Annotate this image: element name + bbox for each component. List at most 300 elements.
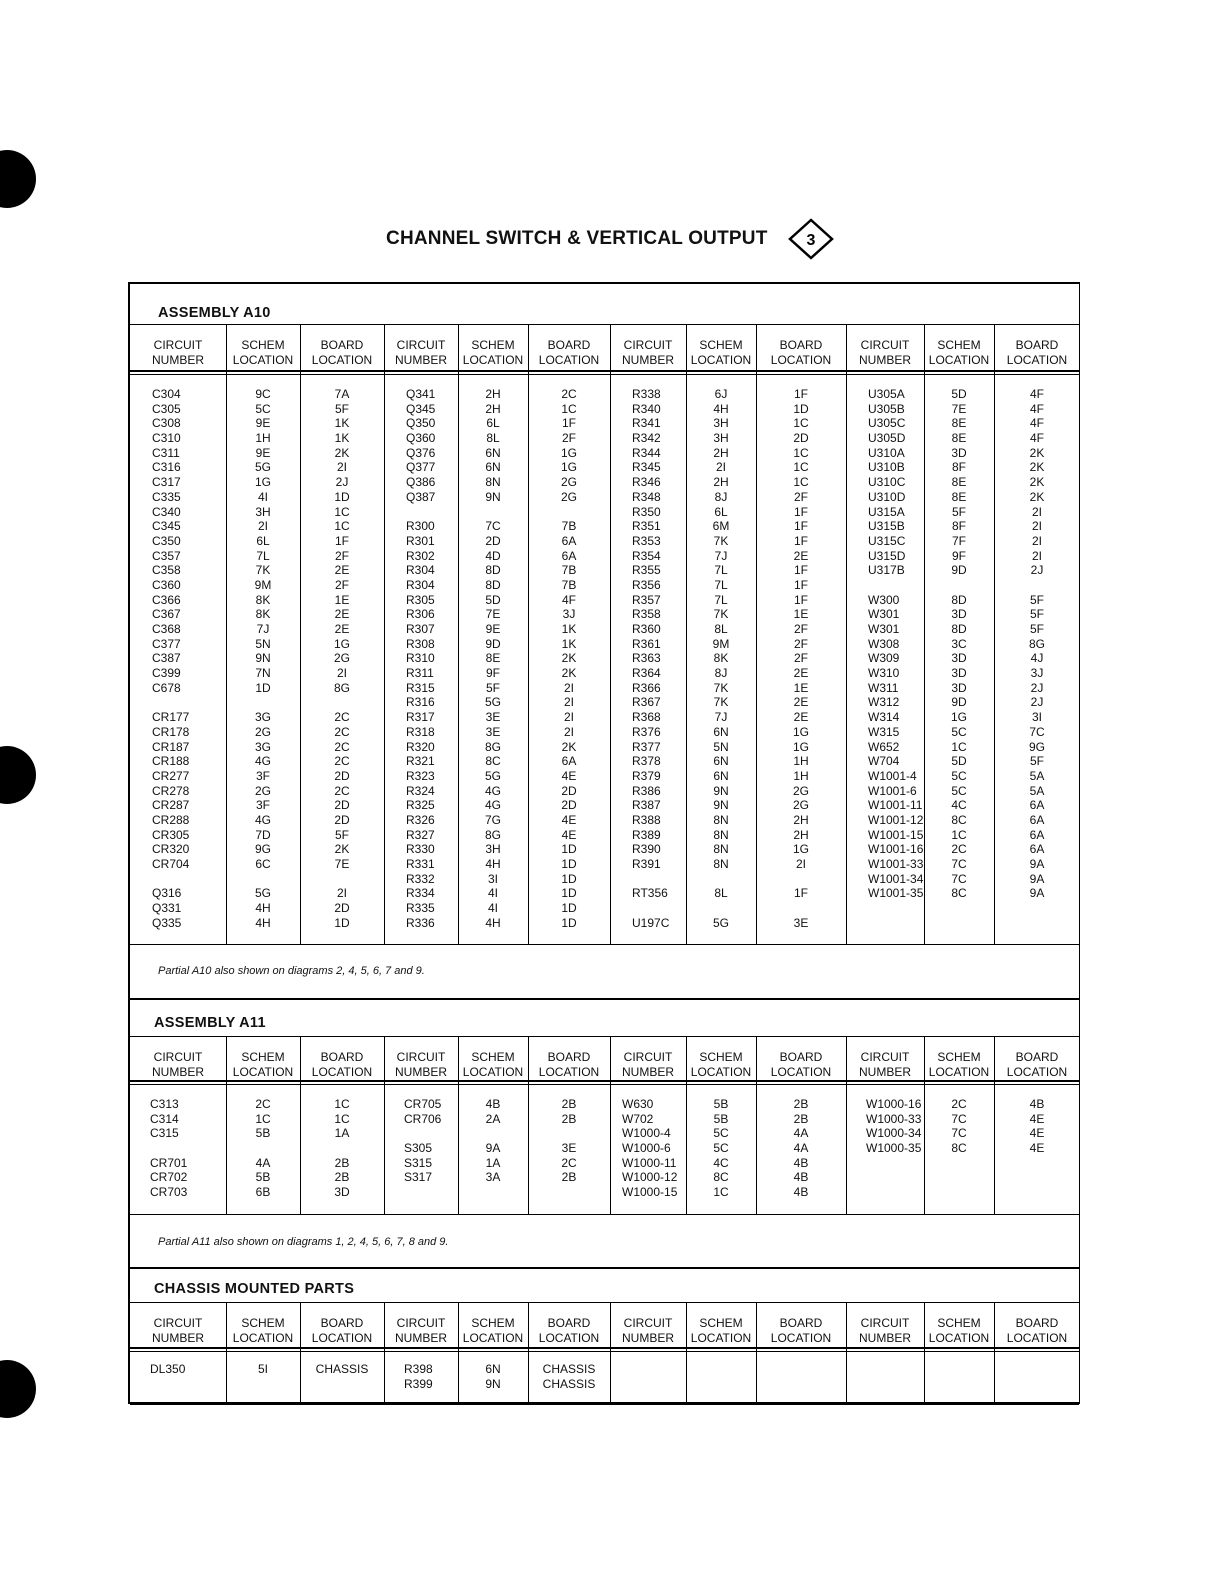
a10-schem-cell: 6M [712,519,730,534]
a10-circuit-cell: W1001-15 [868,827,924,842]
a10-circuit-cell: R324 [406,783,435,798]
a10-circuit-cell: W310 [868,666,900,681]
a10-board-cell: 1C [793,460,809,475]
chassis-schem-cell: 6N [485,1362,501,1376]
a10-circuit-cell: W309 [868,651,900,666]
a10-schem-cell: 6L [256,533,270,548]
a10-schem-cell: 9M [254,577,272,592]
a10-board-cell: 1D [561,857,577,871]
a10-circuit-cell: R345 [632,460,661,475]
a10-schem-cell: 5G [484,695,501,710]
a10-board-cell: 1F [793,533,808,548]
a11-circuit-cell: W630 [622,1097,654,1111]
a10-board-cell [994,578,1080,593]
a10-board-cell: 1D [561,886,577,901]
a10-schem-cell: 6N [485,460,501,475]
a10-board-cell: 8G [333,680,350,695]
a10-board-cell: 2G [792,798,809,813]
a10-board-cell: 2I [563,710,574,725]
a10-circuit-cell: W308 [868,636,900,651]
a11-group0-schem-column [226,1097,300,1200]
a10-circuit-cell: W311 [868,680,899,695]
a10-circuit-cell: R367 [632,695,661,710]
a10-schem-cell: 8E [485,651,501,666]
a10-schem-cell: 5C [951,783,967,798]
a10-board-cell: 7C [1029,724,1045,739]
a10-circuit-cell: CR287 [152,798,190,813]
a10-schem-cell: 8D [951,622,967,636]
a10-board-cell: 2I [563,695,574,710]
a10-board-cell: 1F [793,387,808,401]
a10-board-cell: 1F [334,533,349,548]
a11-group0-board-column [300,1097,384,1200]
a10-circuit-cell [632,872,686,887]
a10-board-cell: 4F [1029,431,1044,446]
chassis-group0-circuit-column [150,1362,224,1377]
a10-circuit-cell: R301 [406,533,435,548]
a10-board-cell [300,872,384,887]
a11-section-end-rule [130,1267,1079,1269]
a11-board-cell: 2C [561,1155,577,1170]
a10-schem-cell: 2H [713,475,729,490]
a10-schem-cell: 2H [485,401,501,416]
a11-schem-cell: 9A [485,1141,501,1156]
a10-board-cell: 1C [793,416,809,431]
a10-circuit-cell: U310A [868,445,905,460]
a10-group3-board-column [994,387,1080,901]
a10-board-cell: 2I [336,460,347,475]
a10-board-cell: 2F [793,622,808,636]
a10-schem-cell: 7E [951,401,967,416]
a10-schem-cell: 7K [713,533,729,548]
a10-schem-cell: 7E [485,607,501,622]
a10-board-cell: 9A [1029,871,1045,886]
a10-schem-cell: 2I [257,519,268,534]
a10-circuit-cell: R331 [406,857,435,871]
a10-board-cell: 1E [793,607,809,622]
a10-schem-cell: 6L [714,504,728,519]
a10-board-cell: 1F [793,592,808,607]
a11-header-top-rule [130,1036,1079,1037]
a10-circuit-cell: CR320 [152,842,190,857]
a10-schem-cell: 3G [254,739,271,754]
a10-board-cell: 2K [561,739,577,754]
a11-schem-cell: 5B [713,1111,729,1126]
a10-schem-cell: 8F [951,460,966,475]
chassis-schem-cell: 9N [485,1376,501,1391]
a10-schem-cell: 9N [255,651,271,666]
a10-board-cell: 5F [334,827,349,842]
a10-schem-cell [686,872,756,887]
a11-group2-board-column [756,1097,846,1200]
a10-section-end-rule [130,998,1079,1000]
a11-schem-cell: 1A [485,1155,501,1170]
a10-group2-board-column [756,387,846,930]
a10-group0-board-column [300,387,384,930]
a10-board-cell: 6A [561,754,577,769]
a10-circuit-cell: W1001-33 [868,857,924,871]
a10-board-cell: 1D [561,842,577,857]
a10-circuit-cell [406,505,458,520]
a10-board-cell: 2K [1029,489,1045,504]
a11-schem-cell: 2A [485,1111,501,1126]
a11-circuit-cell [404,1126,456,1141]
a10-circuit-cell: R350 [632,504,661,519]
a10-schem-cell: 4G [484,798,501,813]
a10-schem-cell: 3D [951,607,967,622]
a10-schem-cell: 7K [713,695,729,710]
a10-board-cell: 1F [561,416,576,431]
a10-schem-cell: 5F [485,680,500,695]
chassis-header-circuit-3: CIRCUIT NUMBER [858,1316,911,1345]
a10-header-schem-0: SCHEM LOCATION [232,338,294,367]
a10-circuit-cell: R330 [406,842,435,857]
a11-header-board-3: BOARD LOCATION [1006,1050,1068,1079]
a10-schem-cell: 5C [951,724,967,739]
a11-board-cell: 4B [793,1155,809,1170]
a10-board-cell: 4E [561,812,577,827]
a10-circuit-cell: CR177 [152,710,190,725]
diagram-number-badge [788,218,834,260]
a10-board-cell: 2E [793,710,809,725]
a10-circuit-cell: W1001-6 [868,783,917,798]
a10-board-cell: 5A [1029,783,1045,798]
a10-schem-cell: 1G [950,710,967,725]
a10-circuit-cell: R320 [406,739,435,754]
a10-schem-cell: 8K [255,607,271,622]
a11-header-circuit-1: CIRCUIT NUMBER [394,1050,447,1079]
a10-header-board-3: BOARD LOCATION [1006,338,1068,367]
a10-board-cell: 2E [793,666,809,681]
a11-schem-cell: 8C [713,1170,729,1185]
a10-header-circuit-1: CIRCUIT NUMBER [394,338,447,367]
a10-circuit-cell: Q335 [152,915,182,930]
a10-schem-cell: 9N [713,798,729,813]
a10-board-cell: 6A [1029,827,1045,842]
chassis-header-board-2: BOARD LOCATION [770,1316,832,1345]
a10-header-schem-3: SCHEM LOCATION [928,338,990,367]
a10-board-cell: 2F [334,577,349,592]
chassis-group0-schem-column [226,1362,300,1377]
a10-schem-cell: 5C [951,768,967,783]
a10-header-schem-1: SCHEM LOCATION [462,338,524,367]
a10-circuit-cell: R336 [406,915,435,930]
a11-board-cell: 2B [334,1170,350,1185]
a10-schem-cell: 2G [254,783,271,798]
a10-circuit-cell: R364 [632,666,661,681]
a11-board-cell: 4E [1029,1126,1045,1141]
a10-board-cell: 9A [1029,857,1045,871]
a10-circuit-cell: R335 [406,901,435,916]
a10-schem-cell: 1C [951,827,967,842]
a10-schem-cell: 5N [255,636,271,651]
a11-schem-cell: 4C [713,1155,729,1170]
a10-schem-cell: 3C [951,636,967,651]
a10-circuit-cell: W1001-12 [868,812,924,827]
a10-board-cell: 3J [1030,666,1044,681]
a10-schem-cell: 6L [486,416,500,431]
chassis-board-cell: CHASSIS [542,1362,596,1376]
a11-schem-cell: 5B [713,1097,729,1111]
a11-board-cell: 2B [793,1097,809,1111]
a10-board-cell: 2K [334,445,350,460]
a10-circuit-cell: R332 [406,871,435,886]
a10-schem-cell: 4I [487,886,498,901]
a11-board-cell: 1C [334,1111,350,1126]
a11-header-schem-2: SCHEM LOCATION [690,1050,752,1079]
a10-circuit-cell: R356 [632,577,661,592]
a10-group2-schem-column [686,387,756,930]
a10-board-cell: 5F [1029,592,1044,607]
a10-group0-schem-column [226,387,300,930]
a10-schem-cell: 7C [485,519,501,534]
a10-schem-cell: 1D [255,680,271,695]
a10-schem-cell: 3G [254,710,271,725]
a10-board-cell: 2C [334,710,350,725]
a10-circuit-cell: W301 [868,622,900,636]
a10-board-cell: 2I [563,680,574,695]
a10-group3-circuit-column [868,387,924,901]
a10-circuit-cell: RT356 [632,886,668,901]
a10-board-cell [756,901,846,916]
a10-board-cell: 1K [334,416,350,431]
a10-circuit-cell: Q345 [406,401,436,416]
a10-group1-schem-column [458,387,528,930]
a10-col-divider-8 [846,324,847,944]
a10-schem-cell: 8N [713,842,729,857]
a11-board-cell [528,1126,610,1141]
a11-circuit-cell: C314 [150,1111,179,1126]
a10-schem-cell: 9D [485,636,501,651]
a10-schem-cell [226,872,300,887]
a10-board-cell: 4E [561,768,577,783]
a10-circuit-cell: U305A [868,387,905,401]
a10-schem-cell: 5D [951,387,967,401]
a11-circuit-cell: W1000-15 [622,1185,678,1200]
a10-header-bottom-rule-2 [130,374,1079,375]
chassis-header-board-1: BOARD LOCATION [538,1316,600,1345]
a10-schem-cell: 5D [951,754,967,769]
a10-board-cell: 7E [334,857,350,871]
chassis-header-board-3: BOARD LOCATION [1006,1316,1068,1345]
a10-board-cell: 1G [792,724,809,739]
a10-board-cell: 2C [334,783,350,798]
a10-circuit-cell: R302 [406,548,435,563]
chassis-group0-board-column [300,1362,384,1377]
a10-circuit-cell: R323 [406,768,435,783]
a11-header-board-2: BOARD LOCATION [770,1050,832,1079]
a10-circuit-cell: C366 [152,592,181,607]
a10-board-cell: 1D [334,915,350,930]
a11-circuit-cell: CR705 [404,1097,442,1111]
a10-schem-cell: 3H [713,416,729,431]
a10-schem-cell: 7D [255,827,271,842]
a10-circuit-cell: R307 [406,622,435,636]
a10-circuit-cell: R346 [632,475,661,490]
a10-schem-cell: 3E [485,710,501,725]
a10-circuit-cell: U305C [868,416,906,431]
a10-circuit-cell: Q341 [406,387,436,401]
a11-board-cell: 4B [793,1170,809,1185]
a10-board-cell: 3J [562,607,576,622]
a10-schem-cell: 4H [485,915,501,930]
a10-board-cell: 6A [1029,842,1045,857]
a10-board-cell: 1G [560,445,577,460]
a10-board-cell: 2F [793,651,808,666]
a10-circuit-cell: U305D [868,431,906,446]
a10-board-cell: 6A [561,548,577,563]
a11-circuit-cell: S305 [404,1141,433,1156]
a11-schem-cell: 2C [255,1097,271,1111]
a10-circuit-cell: W301 [868,607,900,622]
binder-hole-top [0,150,36,208]
a10-board-cell: 2G [560,475,577,490]
a11-board-cell: 2B [561,1170,577,1185]
a10-schem-cell: 8D [951,592,967,607]
a10-schem-cell: 7F [951,533,966,548]
a10-schem-cell: 7J [714,548,728,563]
a10-board-cell: 4F [1029,416,1044,431]
a11-header-circuit-2: CIRCUIT NUMBER [621,1050,674,1079]
a10-circuit-cell: C310 [152,431,181,446]
chassis-body-bottom-rule [130,1404,1079,1405]
a10-schem-cell: 9D [951,695,967,710]
a10-board-cell: 2C [334,739,350,754]
a10-circuit-cell: Q387 [406,489,436,504]
a10-group0-circuit-column [152,387,226,930]
a10-schem-cell: 5N [713,739,729,754]
a11-circuit-cell: CR706 [404,1111,442,1126]
a10-board-cell: 1D [793,401,809,416]
a10-schem-cell: 3F [255,768,270,783]
a11-group3-circuit-column [866,1097,922,1156]
a10-board-cell: 8G [1028,636,1045,651]
a10-board-cell: 4E [561,827,577,842]
a10-board-cell: 1G [792,842,809,857]
a10-circuit-cell: R378 [632,754,661,769]
chassis-header-board-0: BOARD LOCATION [311,1316,373,1345]
a10-circuit-cell: R310 [406,651,435,666]
a10-schem-cell: 4G [484,783,501,798]
a10-circuit-cell: C345 [152,519,181,534]
a10-circuit-cell [632,901,686,916]
a10-circuit-cell: C304 [152,387,181,401]
a11-schem-cell [226,1141,300,1156]
a10-board-cell: 9G [1028,739,1045,754]
a10-schem-cell: 4D [485,548,501,563]
a10-schem-cell: 8G [484,739,501,754]
title-row [0,218,1220,260]
a10-board-cell: 6A [561,533,577,548]
a10-board-cell: 1C [334,519,350,534]
a10-schem-cell: 2G [254,724,271,739]
a10-board-cell: 2E [793,695,809,710]
a10-board-cell: 1C [793,475,809,490]
a10-board-cell: 1D [561,901,577,916]
a10-board-cell: 2G [333,651,350,666]
a10-schem-cell: 4G [254,812,271,827]
a11-group1-circuit-column [404,1097,456,1185]
a10-circuit-cell [868,578,924,593]
a10-schem-cell: 8N [713,857,729,871]
a10-schem-cell [226,695,300,710]
a10-schem-cell: 8C [951,812,967,827]
a10-schem-cell: 6N [713,754,729,769]
a10-board-cell: 2K [561,651,577,666]
a10-circuit-cell: Q386 [406,475,436,490]
a11-schem-cell: 8C [951,1141,967,1156]
a11-title: ASSEMBLY A11 [154,1015,266,1031]
a10-circuit-cell: R379 [632,768,661,783]
a10-board-cell: 2C [334,754,350,769]
a10-board-cell [300,695,384,710]
a10-schem-cell: 2I [715,460,726,475]
a10-schem-cell: 9D [951,563,967,578]
a10-board-cell: 1F [793,563,808,578]
a10-board-cell: 6A [1029,798,1045,813]
page-title: CHANNEL SWITCH & VERTICAL OUTPUT [386,228,768,249]
a10-schem-cell: 4H [485,857,501,871]
a10-circuit-cell: C340 [152,504,181,519]
a10-schem-cell: 4H [713,401,729,416]
a11-circuit-cell: C313 [150,1097,179,1111]
a10-schem-cell: 3D [951,680,967,695]
a10-circuit-cell: R390 [632,842,661,857]
a10-board-cell: 1G [792,739,809,754]
a10-circuit-cell: U310D [868,489,906,504]
a10-schem-cell: 6N [713,768,729,783]
a10-schem-cell: 7L [714,577,728,592]
a10-board-cell: 2I [563,724,574,739]
a10-board-cell: 1G [560,460,577,475]
a10-board-cell: 2E [334,563,350,578]
a10-board-cell: 2G [792,783,809,798]
a11-note: Partial A11 also shown on diagrams 1, 2, 4, 5, 6, 7, 8 and 9. [158,1236,449,1248]
a11-header-board-1: BOARD LOCATION [538,1050,600,1079]
a10-board-cell: 7A [334,387,350,401]
a10-circuit-cell: R391 [632,857,661,871]
a10-board-cell: 1F [793,886,808,901]
a10-board-cell: 2I [795,857,806,871]
a10-board-cell: 2I [336,886,347,901]
chassis-header-circuit-0: CIRCUIT NUMBER [151,1316,204,1345]
a10-schem-cell: 2H [713,445,729,460]
a10-circuit-cell: R326 [406,812,435,827]
a10-schem-cell: 3I [487,871,498,886]
a10-col-divider-2 [384,324,385,944]
a10-circuit-cell: R327 [406,827,435,842]
a10-circuit-cell: W1001-4 [868,768,917,783]
a11-group1-board-column [528,1097,610,1185]
a10-board-cell: 2K [1029,460,1045,475]
a10-circuit-cell: R344 [632,445,661,460]
a10-circuit-cell: R360 [632,622,661,636]
a10-circuit-cell: U315D [868,548,906,563]
a10-schem-cell: 4H [255,901,271,916]
a10-schem-cell: 8L [714,622,728,636]
a11-schem-cell: 5B [255,1170,271,1185]
a10-board-cell: 1E [334,592,350,607]
a10-board-cell: 2J [1030,680,1044,695]
a10-schem-cell: 3D [951,651,967,666]
a11-board-cell: 4B [1029,1097,1045,1111]
a10-board-cell: 2F [793,489,808,504]
a10-note: Partial A10 also shown on diagrams 2, 4, 5, 6, 7 and 9. [158,965,425,977]
a10-board-cell: 5A [1029,768,1045,783]
a11-schem-cell [458,1126,528,1141]
a11-board-cell: 3D [334,1185,350,1200]
a10-board-cell: 1C [334,504,350,519]
